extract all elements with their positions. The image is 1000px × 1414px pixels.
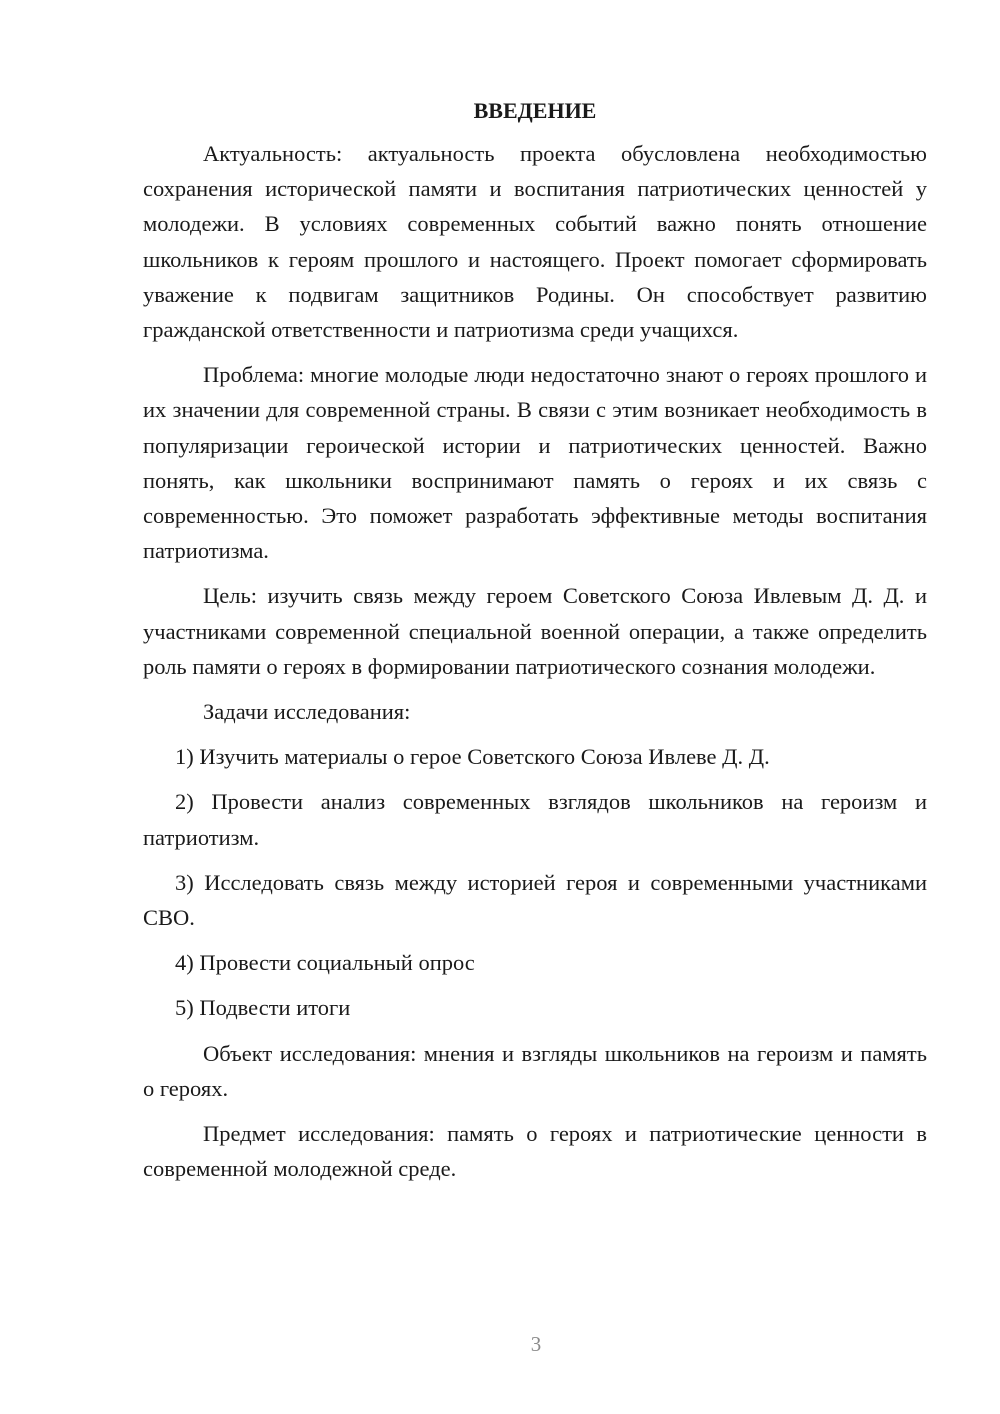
relevance-paragraph: Актуальность: актуальность проекта обусловлена необходимостью сохранения исторической памяти и воспитания патриотических ценностей у молодежи. В условиях современных событий важно понять отношение школьников к героям прошлого и настоящего. Проект помогает сформировать уважение к подвигам защитников Родины. Он способствует развитию гражданской ответственности и патриотизма среди учащихся. <box>143 141 927 343</box>
task-item-2: 2) Провести анализ современных взглядов школьников на героизм и патриотизм. <box>143 789 927 850</box>
document-page <box>143 94 927 1196</box>
tasks-title: Задачи исследования: <box>203 699 411 725</box>
task-item-4: 4) Провести социальный опрос <box>175 950 475 976</box>
problem-paragraph: Проблема: многие молодые люди недостаточно знают о героях прошлого и их значении для современной страны. В связи с этим возникает необходимость в популяризации героической истории и патриотических ценностей. Важно понять, как школьники воспринимают память о героях и их связь с современностью. Это поможет разработать эффективные методы воспитания патриотизма. <box>143 362 927 564</box>
page-number: 3 <box>530 1332 542 1356</box>
goal-paragraph: Цель: изучить связь между героем Советского Союза Ивлевым Д. Д. и участниками современной специальной военной операции, а также определить роль памяти о героях в формировании патриотического сознания молодежи. <box>143 583 927 679</box>
task-item-3: 3) Исследовать связь между историей героя и современными участниками СВО. <box>143 869 927 931</box>
task-item-5: 5) Подвести итоги <box>175 995 351 1021</box>
subject-paragraph: Предмет исследования: память о героях и патриотические ценности в современной молодежной среде. <box>143 1121 927 1182</box>
object-paragraph: Объект исследования: мнения и взгляды школьников на героизм и память о героях. <box>143 1040 927 1101</box>
section-heading: ВВЕДЕНИЕ <box>473 98 597 123</box>
task-item-1: 1) Изучить материалы о герое Советского Союза Ивлеве Д. Д. <box>175 744 770 770</box>
